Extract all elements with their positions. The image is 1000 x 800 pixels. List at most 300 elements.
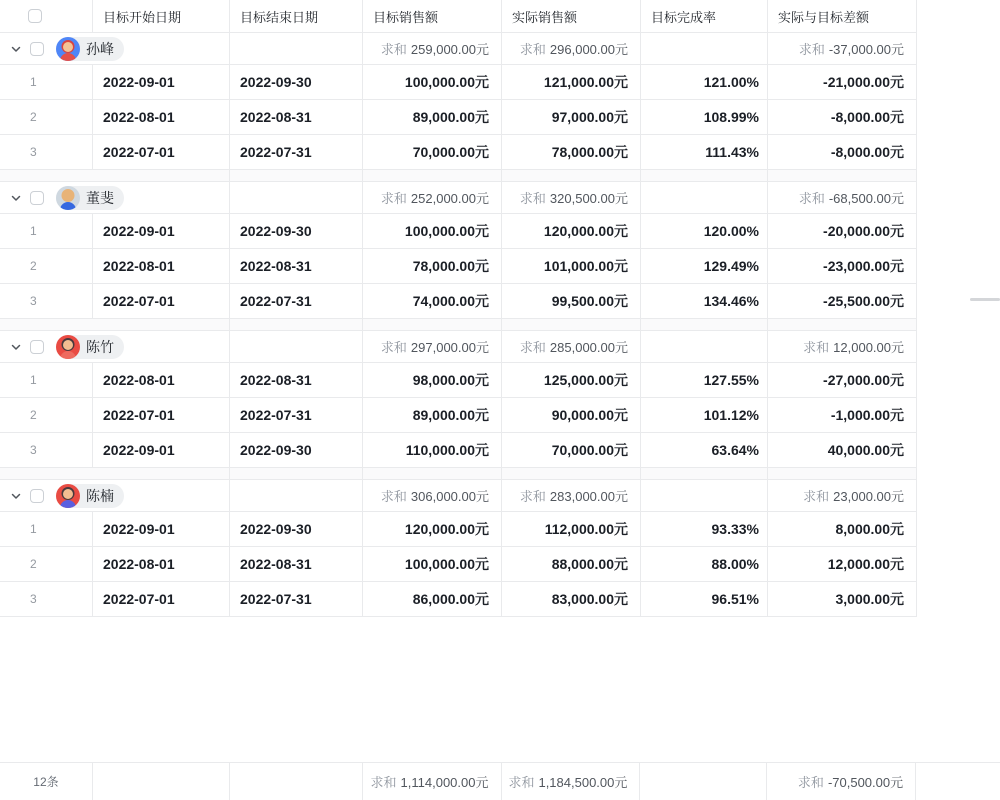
column-header-label: 实际销售额 [512, 9, 578, 25]
cell-difference[interactable] [768, 100, 917, 134]
group-sum-difference[interactable] [768, 480, 917, 511]
gap-cell [230, 319, 363, 330]
cell-text: 2022-09-30 [240, 521, 312, 537]
table-row [0, 512, 917, 547]
cell-difference[interactable] [768, 547, 917, 581]
cell-end-date[interactable] [230, 135, 363, 169]
user-name: 陈楠 [86, 487, 114, 504]
cell-text: 101,000.00元 [543, 258, 628, 274]
cell-start-date[interactable] [93, 363, 230, 397]
cell-completion-rate[interactable] [641, 433, 768, 467]
cell-text: 2022-07-01 [103, 407, 175, 423]
group-sum-actual-sales[interactable] [502, 331, 641, 362]
gap-cell [363, 468, 502, 479]
cell-end-date[interactable] [230, 398, 363, 432]
group-checkbox[interactable] [30, 489, 44, 503]
group-gap [0, 468, 917, 480]
cell-completion-rate[interactable] [641, 214, 768, 248]
cell-target-sales[interactable] [363, 65, 502, 99]
sum-label: 求和 [380, 489, 407, 504]
user-pill[interactable] [56, 186, 124, 210]
cell-text: 89,000.00元 [412, 407, 489, 423]
table-row [0, 284, 917, 319]
group-gap [0, 319, 917, 331]
avatar-body [60, 500, 76, 508]
group-title-cell [0, 182, 230, 213]
group-sum-target-sales[interactable] [363, 331, 502, 362]
sum-value: 306,000.00元 [410, 489, 489, 504]
cell-target-sales[interactable] [363, 582, 502, 616]
cell-difference[interactable] [768, 249, 917, 283]
cell-text: 2022-08-01 [103, 372, 175, 388]
row-number-cell[interactable] [0, 284, 93, 318]
cell-start-date[interactable] [93, 284, 230, 318]
cell-text: 100,000.00元 [404, 556, 489, 572]
cell-completion-rate[interactable] [641, 512, 768, 546]
sum-label: 求和 [798, 42, 825, 57]
chevron-down-icon[interactable] [10, 341, 22, 353]
table-row [0, 135, 917, 170]
group-sum-difference[interactable] [768, 331, 917, 362]
cell-target-sales[interactable] [363, 249, 502, 283]
group-header-row [0, 33, 917, 65]
sum-value: -68,500.00元 [828, 191, 904, 206]
table-row [0, 249, 917, 284]
cell-start-date[interactable] [93, 249, 230, 283]
row-number-cell[interactable] [0, 512, 93, 546]
sum-label: 求和 [803, 340, 830, 355]
cell-text: 8,000.00元 [835, 521, 904, 537]
column-header-label: 实际与目标差额 [778, 9, 870, 25]
footer-empty-cell [640, 763, 767, 800]
table-row [0, 363, 917, 398]
user-avatar [56, 484, 80, 508]
sum-value: 320,500.00元 [549, 191, 628, 206]
cell-difference[interactable] [768, 433, 917, 467]
group-checkbox[interactable] [30, 340, 44, 354]
cell-completion-rate[interactable] [641, 547, 768, 581]
row-number: 3 [30, 443, 37, 457]
cell-text: 134.46% [703, 293, 759, 309]
cell-target-sales[interactable] [363, 363, 502, 397]
sum-label: 求和 [803, 489, 830, 504]
cell-difference[interactable] [768, 398, 917, 432]
row-number: 3 [30, 592, 37, 606]
gap-cell [230, 468, 363, 479]
group-checkbox[interactable] [30, 191, 44, 205]
cell-text: 2022-09-01 [103, 442, 175, 458]
cell-start-date[interactable] [93, 433, 230, 467]
cell-start-date[interactable] [93, 582, 230, 616]
chevron-down-icon[interactable] [10, 192, 22, 204]
cell-start-date[interactable] [93, 214, 230, 248]
cell-text: 127.55% [703, 372, 759, 388]
sum-value: 12,000.00元 [833, 340, 904, 355]
sum-label: 求和 [519, 42, 546, 57]
cell-text: 2022-07-31 [240, 407, 312, 423]
group-title-cell [0, 33, 230, 64]
row-number: 3 [30, 294, 37, 308]
group-empty-cell [230, 182, 363, 213]
cell-completion-rate[interactable] [641, 363, 768, 397]
row-number-cell[interactable] [0, 100, 93, 134]
cell-text: 90,000.00元 [551, 407, 628, 423]
cell-text: 2022-07-01 [103, 144, 175, 160]
cell-end-date[interactable] [230, 547, 363, 581]
cell-text: 40,000.00元 [827, 442, 904, 458]
sum-label: 求和 [519, 489, 546, 504]
footer-sum-target-sales[interactable] [363, 763, 502, 800]
sum-value: 297,000.00元 [410, 340, 489, 355]
cell-actual-sales[interactable] [502, 214, 641, 248]
user-avatar [56, 186, 80, 210]
cell-text: 2022-09-30 [240, 442, 312, 458]
cell-end-date[interactable] [230, 363, 363, 397]
group-sum-target-sales[interactable] [363, 182, 502, 213]
group-gap [0, 170, 917, 182]
cell-target-sales[interactable] [363, 284, 502, 318]
sum-label: 求和 [380, 340, 407, 355]
column-header-label: 目标销售额 [373, 9, 439, 25]
cell-text: 93.33% [711, 521, 759, 537]
cell-actual-sales[interactable] [502, 433, 641, 467]
table-row [0, 65, 917, 100]
cell-text: 2022-08-01 [103, 109, 175, 125]
cell-text: 2022-07-31 [240, 144, 312, 160]
group-empty-cell [641, 33, 768, 64]
cell-start-date[interactable] [93, 65, 230, 99]
cell-text: 2022-09-01 [103, 521, 175, 537]
gap-cell [641, 468, 768, 479]
sum-value: 252,000.00元 [410, 191, 489, 206]
cell-text: 99,500.00元 [551, 293, 628, 309]
column-header-completion-rate[interactable] [641, 0, 768, 32]
column-header-difference[interactable] [768, 0, 917, 32]
cell-text: -27,000.00元 [823, 372, 904, 388]
column-header-label: 目标结束日期 [240, 9, 319, 25]
group-header-row [0, 182, 917, 214]
row-number-cell[interactable] [0, 249, 93, 283]
group-sum-difference[interactable] [768, 33, 917, 64]
cell-completion-rate[interactable] [641, 249, 768, 283]
gap-cell [0, 468, 230, 479]
cell-text: 100,000.00元 [404, 223, 489, 239]
gap-cell [502, 468, 641, 479]
cell-end-date[interactable] [230, 249, 363, 283]
cell-difference[interactable] [768, 214, 917, 248]
avatar-face [63, 489, 73, 499]
cell-actual-sales[interactable] [502, 582, 641, 616]
row-number-cell[interactable] [0, 582, 93, 616]
row-number: 2 [30, 408, 37, 422]
column-header-target-sales[interactable] [363, 0, 502, 32]
cell-end-date[interactable] [230, 65, 363, 99]
cell-difference[interactable] [768, 582, 917, 616]
row-number: 1 [30, 522, 37, 536]
column-header-actual-sales[interactable] [502, 0, 641, 32]
cell-end-date[interactable] [230, 214, 363, 248]
cell-target-sales[interactable] [363, 214, 502, 248]
row-number: 1 [30, 224, 37, 238]
cell-text: 2022-08-31 [240, 372, 312, 388]
group-header-row [0, 331, 917, 363]
cell-text: 2022-09-30 [240, 74, 312, 90]
gap-cell [363, 319, 502, 330]
row-number: 2 [30, 110, 37, 124]
gap-cell [0, 319, 230, 330]
cell-text: -21,000.00元 [823, 74, 904, 90]
cell-target-sales[interactable] [363, 547, 502, 581]
cell-text: 2022-08-31 [240, 556, 312, 572]
group-sum-actual-sales[interactable] [502, 480, 641, 511]
cell-text: 2022-07-01 [103, 591, 175, 607]
group-title-cell [0, 331, 230, 362]
cell-text: 3,000.00元 [835, 591, 904, 607]
cell-completion-rate[interactable] [641, 398, 768, 432]
chevron-down-icon[interactable] [10, 43, 22, 55]
cell-text: -1,000.00元 [830, 407, 904, 423]
group-header-row [0, 480, 917, 512]
record-count-text: 12条 [33, 775, 59, 789]
cell-difference[interactable] [768, 135, 917, 169]
cell-start-date[interactable] [93, 398, 230, 432]
gap-cell [768, 170, 917, 181]
gap-cell [230, 170, 363, 181]
cell-text: 12,000.00元 [827, 556, 904, 572]
group-sum-actual-sales[interactable] [502, 182, 641, 213]
cell-difference[interactable] [768, 512, 917, 546]
gap-cell [502, 170, 641, 181]
user-avatar [56, 335, 80, 359]
cell-actual-sales[interactable] [502, 284, 641, 318]
cell-start-date[interactable] [93, 100, 230, 134]
row-number-cell[interactable] [0, 135, 93, 169]
cell-target-sales[interactable] [363, 398, 502, 432]
cell-end-date[interactable] [230, 512, 363, 546]
cell-actual-sales[interactable] [502, 398, 641, 432]
cell-completion-rate[interactable] [641, 65, 768, 99]
cell-target-sales[interactable] [363, 100, 502, 134]
row-number-cell[interactable] [0, 214, 93, 248]
cell-text: -20,000.00元 [823, 223, 904, 239]
sum-label: 求和 [380, 191, 407, 206]
group-empty-cell [230, 480, 363, 511]
user-pill[interactable] [56, 484, 124, 508]
sum-label: 求和 [380, 42, 407, 57]
cell-target-sales[interactable] [363, 433, 502, 467]
row-number-cell[interactable] [0, 65, 93, 99]
cell-text: 97,000.00元 [551, 109, 628, 125]
cell-text: -8,000.00元 [830, 144, 904, 160]
cell-text: 2022-08-31 [240, 258, 312, 274]
avatar-face [63, 42, 73, 52]
cell-text: 101.12% [703, 407, 759, 423]
cell-end-date[interactable] [230, 100, 363, 134]
cell-text: 100,000.00元 [404, 74, 489, 90]
sum-value: -70,500.00元 [827, 775, 904, 790]
sum-value: 259,000.00元 [410, 42, 489, 57]
table-row [0, 547, 917, 582]
cell-text: 96.51% [711, 591, 759, 607]
row-number: 1 [30, 75, 37, 89]
cell-actual-sales[interactable] [502, 135, 641, 169]
cell-completion-rate[interactable] [641, 135, 768, 169]
cell-text: 2022-07-31 [240, 591, 312, 607]
cell-text: 125,000.00元 [543, 372, 628, 388]
cell-start-date[interactable] [93, 547, 230, 581]
cell-text: 83,000.00元 [551, 591, 628, 607]
group-empty-cell [641, 480, 768, 511]
sum-value: 283,000.00元 [549, 489, 628, 504]
row-number: 2 [30, 557, 37, 571]
cell-text: 2022-09-01 [103, 74, 175, 90]
row-number-cell[interactable] [0, 547, 93, 581]
cell-difference[interactable] [768, 284, 917, 318]
row-number: 1 [30, 373, 37, 387]
record-count [0, 763, 93, 800]
sum-label: 求和 [519, 340, 546, 355]
avatar-face [63, 340, 73, 350]
select-all-checkbox[interactable] [28, 9, 42, 23]
footer-empty-cell [230, 763, 363, 800]
row-number-cell[interactable] [0, 398, 93, 432]
cell-target-sales[interactable] [363, 135, 502, 169]
gap-cell [502, 319, 641, 330]
column-header-label: 目标开始日期 [103, 9, 182, 25]
cell-text: 78,000.00元 [551, 144, 628, 160]
cell-text: 112,000.00元 [544, 521, 628, 537]
cell-actual-sales[interactable] [502, 512, 641, 546]
user-pill[interactable] [56, 335, 124, 359]
cell-text: 88.00% [711, 556, 759, 572]
sum-value: 23,000.00元 [833, 489, 904, 504]
avatar-face [63, 191, 73, 201]
chevron-down-icon[interactable] [10, 490, 22, 502]
user-name: 陈竹 [86, 338, 114, 355]
sum-label: 求和 [798, 191, 825, 206]
group-sum-actual-sales[interactable] [502, 33, 641, 64]
cell-completion-rate[interactable] [641, 100, 768, 134]
cell-difference[interactable] [768, 363, 917, 397]
group-sum-difference[interactable] [768, 182, 917, 213]
user-pill[interactable] [56, 37, 124, 61]
sum-label: 求和 [508, 775, 535, 790]
sum-label: 求和 [797, 775, 824, 790]
row-number-cell[interactable] [0, 433, 93, 467]
cell-text: 2022-08-01 [103, 556, 175, 572]
row-number: 3 [30, 145, 37, 159]
cell-text: 121,000.00元 [543, 74, 628, 90]
sum-value: 296,000.00元 [549, 42, 628, 57]
cell-actual-sales[interactable] [502, 363, 641, 397]
sum-value: 1,184,500.00元 [538, 775, 628, 790]
cell-text: 70,000.00元 [412, 144, 489, 160]
header-select-cell [0, 0, 93, 32]
row-number: 2 [30, 259, 37, 273]
cell-difference[interactable] [768, 65, 917, 99]
cell-start-date[interactable] [93, 512, 230, 546]
gap-cell [641, 170, 768, 181]
header-row [0, 0, 917, 33]
group-sum-target-sales[interactable] [363, 33, 502, 64]
footer-empty-cell [93, 763, 230, 800]
row-number-cell[interactable] [0, 363, 93, 397]
sum-label: 求和 [519, 191, 546, 206]
cell-text: 88,000.00元 [551, 556, 628, 572]
cell-actual-sales[interactable] [502, 547, 641, 581]
cell-text: 120,000.00元 [543, 223, 628, 239]
cell-text: 2022-07-01 [103, 293, 175, 309]
gap-cell [363, 170, 502, 181]
cell-text: 2022-08-01 [103, 258, 175, 274]
cell-start-date[interactable] [93, 135, 230, 169]
footer-sum-difference[interactable] [767, 763, 916, 800]
cell-text: 2022-07-31 [240, 293, 312, 309]
cell-text: 86,000.00元 [412, 591, 489, 607]
table-row [0, 582, 917, 617]
footer-sum-actual-sales[interactable] [502, 763, 641, 800]
gap-cell [641, 319, 768, 330]
group-checkbox[interactable] [30, 42, 44, 56]
table-row [0, 214, 917, 249]
cell-end-date[interactable] [230, 284, 363, 318]
cell-text: 108.99% [703, 109, 759, 125]
column-header-target-end-date[interactable] [230, 0, 363, 32]
table-row [0, 100, 917, 135]
cell-text: 129.49% [703, 258, 759, 274]
column-header-target-start-date[interactable] [93, 0, 230, 32]
avatar-body [60, 53, 76, 61]
sum-value: 285,000.00元 [549, 340, 628, 355]
cell-text: 110,000.00元 [405, 442, 489, 458]
user-name: 孙峰 [86, 40, 114, 57]
footer-summary-bar [0, 762, 1000, 800]
cell-actual-sales[interactable] [502, 65, 641, 99]
gap-cell [768, 319, 917, 330]
group-sum-target-sales[interactable] [363, 480, 502, 511]
group-empty-cell [230, 331, 363, 362]
group-empty-cell [641, 182, 768, 213]
cell-actual-sales[interactable] [502, 249, 641, 283]
group-title-cell [0, 480, 230, 511]
gap-cell [0, 170, 230, 181]
cell-text: -8,000.00元 [830, 109, 904, 125]
footer-empty-cell [916, 763, 1000, 800]
cell-text: 2022-09-30 [240, 223, 312, 239]
cell-text: 120.00% [703, 223, 759, 239]
cell-text: -23,000.00元 [823, 258, 904, 274]
cell-text: 98,000.00元 [412, 372, 489, 388]
cell-text: 78,000.00元 [412, 258, 489, 274]
table-row [0, 433, 917, 468]
cell-actual-sales[interactable] [502, 100, 641, 134]
cell-end-date[interactable] [230, 582, 363, 616]
cell-end-date[interactable] [230, 433, 363, 467]
cell-text: 89,000.00元 [412, 109, 489, 125]
cell-completion-rate[interactable] [641, 582, 768, 616]
group-empty-cell [230, 33, 363, 64]
scrollbar-thumb[interactable] [970, 298, 1000, 301]
cell-target-sales[interactable] [363, 512, 502, 546]
cell-text: 111.43% [705, 144, 759, 160]
table-row [0, 398, 917, 433]
avatar-body [60, 351, 76, 359]
avatar-body [60, 202, 76, 210]
cell-text: -25,500.00元 [823, 293, 904, 309]
cell-completion-rate[interactable] [641, 284, 768, 318]
sum-label: 求和 [370, 775, 397, 790]
cell-text: 74,000.00元 [412, 293, 489, 309]
